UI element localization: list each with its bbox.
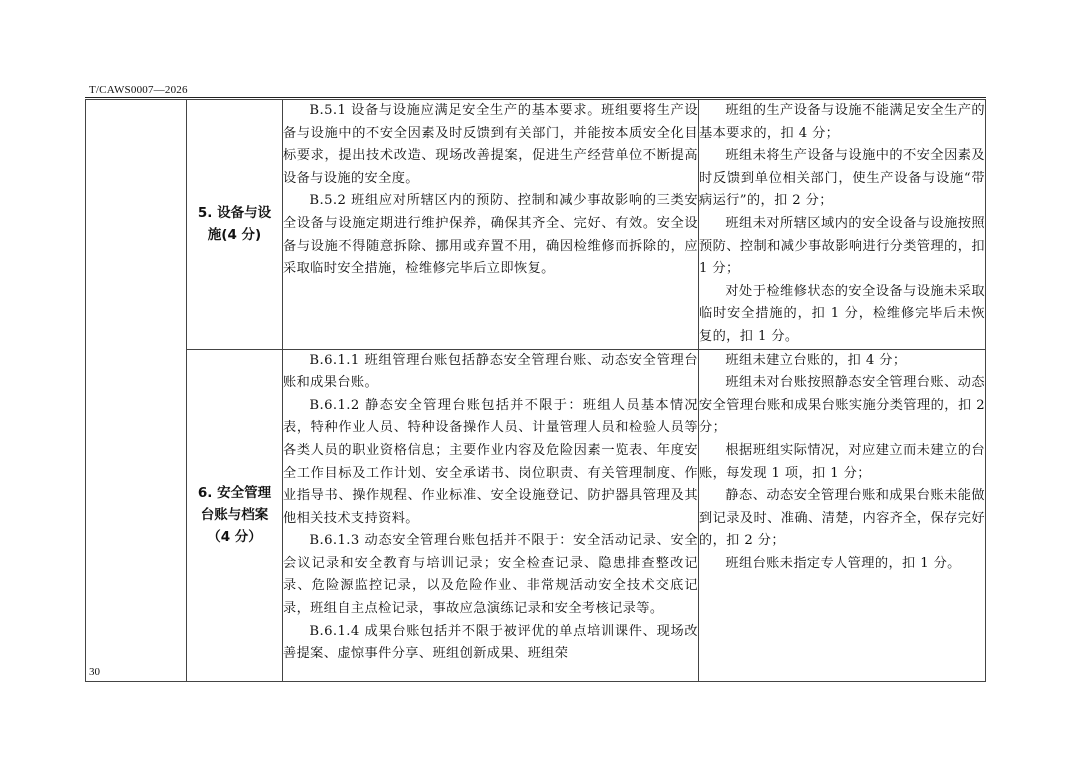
deduction-paragraph: 班组未对台账按照静态安全管理台账、动态安全管理台账和成果台账实施分类管理的，扣 2 分； — [699, 375, 985, 436]
deduction-cell — [699, 100, 986, 350]
item-title-line: （4 分） — [207, 529, 262, 546]
requirement-paragraph: B.5.2 班组应对所辖区内的预防、控制和减少事故影响的三类安全设备与设施定期进行维护保养，确保其齐全、完好、有效。安全设备与设施不得随意拆除、挪用或弃置不用，确因检维修而拆除的，应采取临时安全措施，检维修完毕后立即恢复。 — [283, 193, 698, 277]
requirement-cell — [283, 349, 699, 681]
item-title-line: 6. 安全管理 — [197, 485, 272, 502]
deduction-paragraph: 班组未建立台账的，扣 4 分； — [725, 352, 907, 368]
deduction-paragraph: 根据班组实际情况，对应建立而未建立的台账，每发现 1 项，扣 1 分； — [699, 442, 985, 481]
deduction-paragraph: 班组台账未指定专人管理的，扣 1 分。 — [725, 555, 961, 571]
deduction-paragraph: 静态、动态安全管理台账和成果台账未能做到记录及时、准确、清楚，内容齐全，保存完好的，扣 2 分； — [699, 488, 985, 549]
deduction-paragraph: 班组未对所辖区域内的安全设备与设施按照预防、控制和减少事故影响进行分类管理的，扣 1 分； — [699, 215, 985, 277]
deduction-paragraph: 班组的生产设备与设施不能满足安全生产的基本要求的，扣 4 分； — [699, 103, 985, 141]
item-title-line: 施(4 分) — [207, 227, 262, 244]
document-id: T/CAWS0007—2026 — [89, 84, 188, 96]
requirement-paragraph: B.6.1.2 静态安全管理台账包括并不限于：班组人员基本情况表，特种作业人员、特种设备操作人员、计量管理人员和检验人员等各类人员的职业资格信息；主要作业内容及危险因素一览表、年度安全工作目标及工作计划、安全承诺书、岗位职责、有关管理制度、作业指导书、操作规程、作业标准、安全设施登记、防护器具管理及其他相关技术支持资料。 — [283, 397, 698, 526]
requirement-cell — [283, 100, 699, 350]
deduction-paragraph: 班组未将生产设备与设施中的不安全因素及时反馈到单位相关部门，使生产设备与设施“带病运行”的，扣 2 分； — [699, 148, 985, 209]
deduction-cell — [699, 349, 986, 681]
category-cell — [86, 100, 187, 682]
item-cell — [187, 349, 283, 681]
page-number: 30 — [89, 666, 100, 678]
requirement-paragraph: B.6.1.3 动态安全管理台账包括并不限于：安全活动记录、安全会议记录和安全教育与培训记录；安全检查记录、隐患排查整改记录、危险源监控记录，以及危险作业、非常规活动安全技术交底记录，班组自主点检记录，事故应急演练记录和安全考核记录等。 — [283, 533, 698, 617]
standard-table — [85, 99, 986, 682]
requirement-paragraph: B.5.1 设备与设施应满足安全生产的基本要求。班组要将生产设备与设施中的不安全因素及时反馈到有关部门，并能按本质安全化目标要求，提出技术改造、现场改善提案，促进生产经营单位不断提高设备与设施的安全度。 — [283, 103, 698, 186]
table-row — [86, 100, 986, 350]
deduction-paragraph: 对处于检维修状态的安全设备与设施未采取临时安全措施的，扣 1 分，检维修完毕后未恢复的，扣 1 分。 — [699, 283, 985, 344]
header-rule — [85, 97, 986, 98]
requirement-paragraph: B.6.1.4 成果台账包括并不限于被评优的单点培训课件、现场改善提案、虚惊事件分享、班组创新成果、班组荣 — [283, 623, 698, 662]
item-title-line: 5. 设备与设 — [197, 205, 272, 222]
item-title-line: 台账与档案 — [200, 507, 269, 524]
requirement-paragraph: B.6.1.1 班组管理台账包括静态安全管理台账、动态安全管理台账和成果台账。 — [283, 352, 698, 391]
table-row — [86, 349, 986, 681]
item-cell — [187, 100, 283, 350]
